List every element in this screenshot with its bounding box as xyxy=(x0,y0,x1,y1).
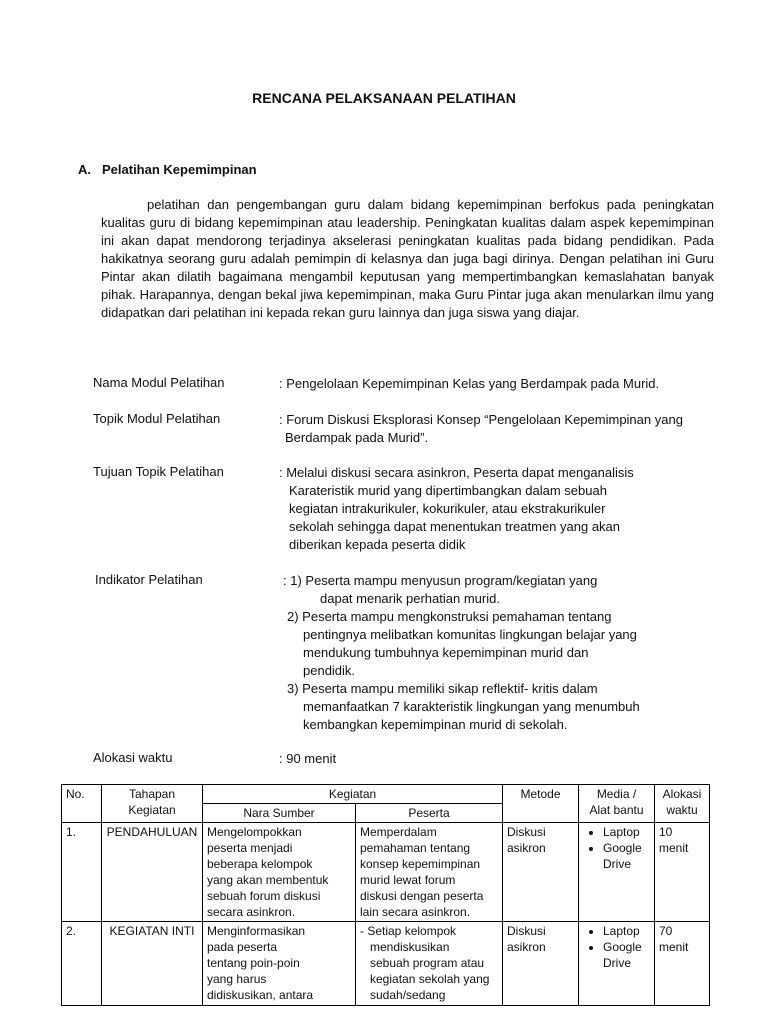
list-item: • Google Drive xyxy=(603,840,650,872)
value-line: kegiatan intrakurikuler, kokurikuler, atau ekstrakurikuler xyxy=(289,501,606,516)
list-item: • Google Drive xyxy=(603,939,650,971)
field-label-indikator: Indikator Pelatihan xyxy=(95,572,203,587)
value-line: 3) Peserta mampu memiliki sikap reflektif- kritis dalam xyxy=(287,681,598,696)
cell-nara-sumber: Mengelompokkan peserta menjadi beberapa kelompok yang akan membentuk sebuah forum diskusi secara asinkron. xyxy=(203,823,356,922)
section-title: Pelatihan Kepemimpinan xyxy=(102,162,257,177)
table-row xyxy=(62,922,710,1006)
list-item: • Laptop xyxy=(603,923,650,939)
section-number: A. xyxy=(78,162,91,177)
section-heading xyxy=(78,162,257,177)
activity-table xyxy=(61,784,710,1006)
field-value-indikator xyxy=(283,572,723,734)
paragraph-text: pelatihan dan pengembangan guru dalam bidang kepemimpinan berfokus pada peningkatan kualitas guru di bidang kepemimpinan atau leadership. Peningkatan kualitas dalam aspek kepemimpinan ini akan dapat mendorong terjadinya akselerasi peningkatan kualitas pada bidang pendidikan. Pada hakikatnya seorang guru adalah pemimpin di kelasnya dan juga bagi dirinya. Dengan pelatihan ini Guru Pintar akan dilatih bagaimana mengambil keputusan yang mempertimbangkan kemaslahatan banyak pihak. Harapannya, dengan bekal jiwa kepemimpinan, maka Guru Pintar juga akan menularkan ilmu yang didapatkan dari pelatihan ini kepada rekan guru lainnya dan juga siswa yang diajar. xyxy=(101,197,714,320)
cell-tahapan: KEGIATAN INTI xyxy=(102,922,203,1006)
field-label-nama-modul: Nama Modul Pelatihan xyxy=(93,375,225,390)
cell-peserta: Memperdalam pemahaman tentang konsep kepemimpinan murid lewat forum diskusi dengan peserta lain secara asinkron. xyxy=(356,823,503,922)
list-item: • Laptop xyxy=(603,824,650,840)
value-line: : 1) Peserta mampu menyusun program/kegiatan yang xyxy=(283,573,598,588)
field-value-tujuan xyxy=(279,464,719,554)
cell-metode: Diskusi asikron xyxy=(503,823,579,922)
value-line: mendukung tumbuhnya kepemimpinan murid dan xyxy=(303,645,589,660)
value-line: kembangkan kepemimpinan murid di sekolah. xyxy=(303,717,568,732)
header-media: Media / Alat bantu xyxy=(579,785,655,823)
header-nara-sumber: Nara Sumber xyxy=(203,804,356,823)
field-label-tujuan: Tujuan Topik Pelatihan xyxy=(93,464,224,479)
value-line: Berdampak pada Murid”. xyxy=(285,430,429,445)
cell-metode: Diskusi asikron xyxy=(503,922,579,1006)
table-header-row xyxy=(62,785,710,804)
table-row xyxy=(62,823,710,922)
value-line: pentingnya melibatkan komunitas lingkungan belajar yang xyxy=(303,627,637,642)
header-kegiatan: Kegiatan xyxy=(203,785,503,804)
cell-media xyxy=(579,922,655,1006)
field-label-alokasi: Alokasi waktu xyxy=(93,750,173,765)
header-metode: Metode xyxy=(503,785,579,823)
header-peserta: Peserta xyxy=(356,804,503,823)
value-line: : Pengelolaan Kepemimpinan Kelas yang Berdampak pada Murid. xyxy=(279,376,660,391)
field-value-alokasi xyxy=(279,750,719,768)
cell-alokasi: 10 menit xyxy=(655,823,710,922)
cell-nara-sumber: Menginformasikan pada peserta tentang poin-poin yang harus didiskusikan, antara xyxy=(203,922,356,1006)
cell-no: 2. xyxy=(62,922,102,1006)
value-line: Karateristik murid yang dipertimbangkan dalam sebuah xyxy=(289,483,607,498)
cell-alokasi: 70 menit xyxy=(655,922,710,1006)
field-label-topik-modul: Topik Modul Pelatihan xyxy=(93,411,221,426)
field-value-topik-modul xyxy=(279,411,719,447)
intro-paragraph xyxy=(101,196,714,322)
document-title: RENCANA PELAKSANAAN PELATIHAN xyxy=(252,90,516,106)
value-line: diberikan kepada peserta didik xyxy=(289,537,466,552)
header-tahapan: Tahapan Kegiatan xyxy=(102,785,203,823)
value-line: : Melalui diskusi secara asinkron, Peserta dapat menganalisis xyxy=(279,465,634,480)
cell-no: 1. xyxy=(62,823,102,922)
value-line: 2) Peserta mampu mengkonstruksi pemahaman tentang xyxy=(287,609,612,624)
value-line: memanfaatkan 7 karakteristik lingkungan yang menumbuh xyxy=(303,699,640,714)
value-line: sekolah sehingga dapat menentukan treatmen yang akan xyxy=(289,519,621,534)
header-no: No. xyxy=(62,785,102,823)
header-alokasi: Alokasi waktu xyxy=(655,785,710,823)
cell-tahapan: PENDAHULUAN xyxy=(102,823,203,922)
cell-media xyxy=(579,823,655,922)
field-value-nama-modul xyxy=(279,375,719,393)
value-line: pendidik. xyxy=(303,663,356,678)
value-line: : 90 menit xyxy=(279,751,337,766)
value-line: : Forum Diskusi Eksplorasi Konsep “Pengelolaan Kepemimpinan yang xyxy=(279,412,683,427)
cell-peserta: - Setiap kelompok mendiskusikan sebuah program atau kegiatan sekolah yang sudah/sedang xyxy=(356,922,503,1006)
value-line: dapat menarik perhatian murid. xyxy=(320,591,500,606)
